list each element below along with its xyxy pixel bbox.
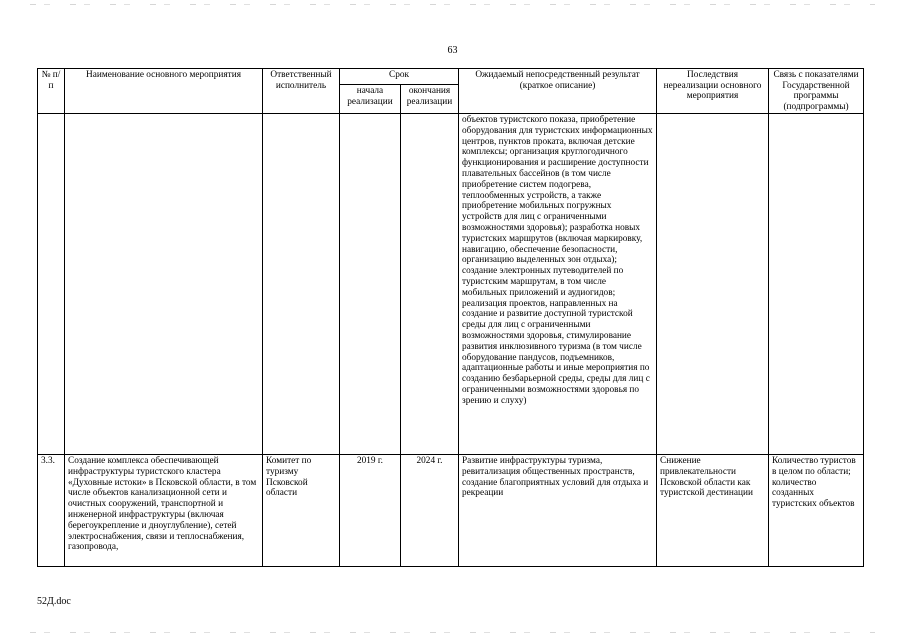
header-row [38, 69, 864, 85]
cell-responsible: Комитет по туризму Псковской области [263, 455, 340, 567]
scan-artifact-top [30, 4, 875, 5]
cell-end: 2024 г. [401, 455, 459, 567]
scan-artifact-bottom [30, 632, 875, 633]
page-number: 63 [447, 45, 458, 56]
header-term-end: окончания реализации [401, 85, 459, 114]
header-link: Связь с показателями Государственной программы (подпрограммы) [769, 69, 864, 114]
cell-name: Создание комплекса обеспечивающей инфраструктуры туристского кластера «Духовные истоки» в Псковской области, в том числе объектов канализационной сети и очистных сооружений, транспортной и инженерной инфраструктуры (включая берегоукрепление и дноуглубление), сетей электроснабжения, связи и теплоснабжения, газопровода, [65, 455, 263, 567]
cell-expected: Развитие инфраструктуры туризма, ревитализация общественных пространств, создание благоприятных условий для отдыха и рекреации [459, 455, 657, 567]
cell-end [401, 114, 459, 455]
cell-num [38, 114, 65, 455]
footer-filename: 52Д.doc [37, 596, 71, 607]
cell-start: 2019 г. [340, 455, 401, 567]
table-row [38, 455, 864, 567]
table-row [38, 114, 864, 455]
cell-num: 3.3. [38, 455, 65, 567]
header-consequences: Последствия нереализации основного мероприятия [657, 69, 769, 114]
header-num: № п/п [38, 69, 65, 114]
cell-link [769, 114, 864, 455]
cell-start [340, 114, 401, 455]
cell-responsible [263, 114, 340, 455]
cell-link: Количество туристов в целом по области; количество созданных туристских объектов [769, 455, 864, 567]
header-expected: Ожидаемый непосредственный результат (краткое описание) [459, 69, 657, 114]
header-term-start: начала реализации [340, 85, 401, 114]
cell-expected: объектов туристского показа, приобретение оборудования для туристских информационных центров, пунктов проката, включая детские комплексы; организация круглогодичного функционирования и расширение доступности плавательных бассейнов (в том числе приобретение систем подогрева, теплообменных устройств, а также приобретение мобильных погружных устройств для лиц с ограниченными возможностями здоровья); разработка новых туристских маршрутов (включая маркировку, навигацию, обеспечение безопасности, организацию выделенных зон отдыха); создание электронных путеводителей по туристским маршрутам, в том числе мобильных приложений и аудиогидов; реализация проектов, направленных на создание и развитие доступной туристской среды для лиц с ограниченными возможностями здоровья, стимулирование развития инклюзивного туризма (в том числе оборудование пандусов, подъемников, адаптационные работы и иные мероприятия по созданию безбарьерной среды, среды для лиц с ограниченными возможностями здоровья по зрению и слуху) [459, 114, 657, 455]
header-responsible: Ответственный исполнитель [263, 69, 340, 114]
cell-name [65, 114, 263, 455]
header-term: Срок [340, 69, 459, 85]
header-name: Наименование основного мероприятия [65, 69, 263, 114]
measures-table [37, 68, 864, 567]
cell-consequences [657, 114, 769, 455]
cell-consequences: Снижение привлекательности Псковской области как туристской дестинации [657, 455, 769, 567]
